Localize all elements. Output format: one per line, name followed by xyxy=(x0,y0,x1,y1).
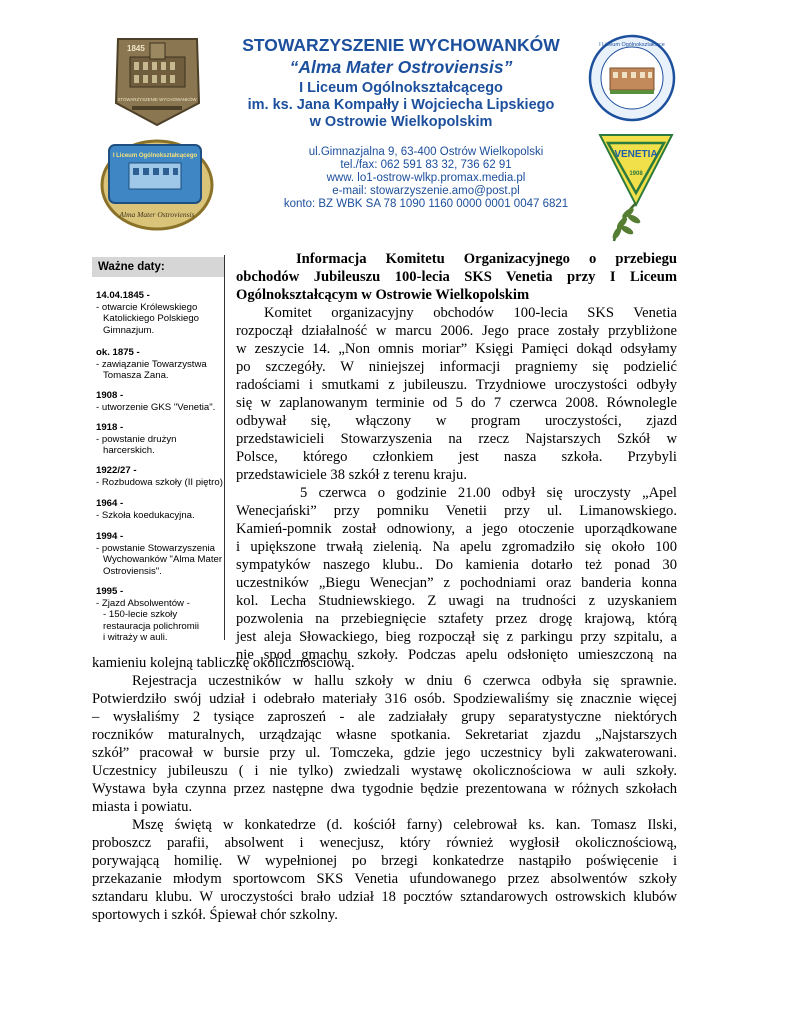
text-line: miasta i powiatu. xyxy=(92,799,193,815)
text-line: Polsce, którego członkiem jest nasza szkoła. Przybyli xyxy=(236,449,677,465)
text-line: roczników maturalnych, urządzając własne spotkania. Sekretariat zjazdu „Najstarszych xyxy=(92,727,677,743)
date-entry xyxy=(96,290,224,336)
text-line: w zeszycie 14. „Non omnis moriar” Księgi Pamięci dokąd odsyłamy xyxy=(236,341,677,357)
text-line: proboszcz parafii, absolwent i wenecjusz, który również wygłosił okolicznościową, xyxy=(92,835,677,851)
date-line: - Zjazd Absolwentów - xyxy=(96,597,190,609)
text-line: Komitet organizacyjny obchodów 100-lecia SKS Venetia xyxy=(264,305,677,321)
date-label: ok. 1875 - xyxy=(96,347,140,358)
text-line: przedstawicieli Stowarzyszenia na rzecz Najstarszych Szkół w xyxy=(236,431,677,447)
date-label: 1922/27 - xyxy=(96,465,137,476)
date-line: restauracja polichromii xyxy=(103,620,199,632)
text-line: Mszę świętą w konkatedrze (d. kościół farny) celebrował ks. kan. Tomasz Ilski, xyxy=(132,817,677,833)
text-line: uczestników „Biegu Wenecjan” z pochodniami oraz banderia konna xyxy=(236,575,677,591)
text-line: i upiększone trwałą zielenią. Na apelu zgromadziło się około 100 xyxy=(236,539,677,555)
date-line: i witraży w auli. xyxy=(103,632,168,644)
logo-tl-caption: STOWARZYSZENIE WYCHOWANKÓW xyxy=(117,97,197,102)
text-line: sympatyków naszego klubu.. Do kamienia dotarło też ponad 30 xyxy=(236,557,677,573)
logo-br-text: VENETIA xyxy=(614,149,658,160)
date-label: 1908 - xyxy=(96,390,124,401)
text-line: jest aleja Słowackiego, bieg rozpoczął się z parkingu przy szpitalu, a xyxy=(236,629,677,645)
date-line: Wychowanków "Alma Mater xyxy=(103,554,223,566)
text-line: sportowych i szkół. Śpiewał chór szkolny. xyxy=(92,907,338,923)
article-title-line: Ogólnokształcącym w Ostrowie Wielkopolskim xyxy=(236,287,530,303)
text-line: się w zaplanowanym terminie od 5 do 7 czerwca 2008. Równolegle xyxy=(236,395,677,411)
text-line: nie spod gmachu szkoły. Podczas apelu odsłonięto umieszczoną na xyxy=(236,647,677,663)
text-line: pozwolenia na przebiegnięcie sztafety przez drogę krajową, którą xyxy=(236,611,677,627)
date-label: 1918 - xyxy=(96,422,124,433)
text-line: 5 czerwca o godzinie 21.00 odbył się uroczysty „Apel xyxy=(300,485,677,501)
date-line: - powstanie Stowarzyszenia xyxy=(96,542,215,554)
logo-tl-year: 1845 xyxy=(127,44,145,53)
logo-tr-text: I Liceum Ogólnokształcące xyxy=(599,42,665,48)
contact-website: www. lo1-ostrow-wlkp.promax.media.pl xyxy=(326,172,526,184)
contact-phone: tel./fax: 062 591 83 32, 736 62 91 xyxy=(340,159,512,171)
logo-bl-caption: Alma Mater Ostroviensis xyxy=(119,210,195,219)
text-line: sztandaru klubu. W uroczystości brało udział 18 pocztów sztandarowych ostrowskich klubów xyxy=(92,889,677,905)
date-line: - zawiązanie Towarzystwa xyxy=(96,358,207,370)
school-round-seal-logo xyxy=(587,32,677,124)
text-line: szkół” pracował w bursie przy ul. Tomczeka, gdzie jego uczestnicy byli zakwaterowani. xyxy=(92,745,677,761)
text-line: przedstawiciele 38 szkół z terenu kraju. xyxy=(236,467,467,483)
text-line: po szczegóły. W niniejszej informacji pragniemy się podzielić xyxy=(236,359,677,375)
article-title-line: Informacja Komitetu Organizacyjnego o przebiegu xyxy=(296,251,677,267)
date-label: 1994 - xyxy=(96,531,124,542)
date-entry xyxy=(96,586,224,644)
date-line: Gimnazjum. xyxy=(103,324,155,336)
date-line: - utworzenie GKS "Venetia". xyxy=(96,401,216,413)
date-line: - powstanie drużyn xyxy=(96,433,177,445)
date-line: - Rozbudowa szkoły (II piętro) xyxy=(96,476,223,488)
date-entry xyxy=(96,465,224,488)
text-line: Wystawa była czynna przez następne dwa tygodnie będzie prezentowana w różnych szkołach xyxy=(92,781,677,797)
text-line: Potwierdziło swój udział i odebrało materiały 316 osób. Spodziewaliśmy się znacznie więcej xyxy=(92,691,677,707)
school-name-line-2: im. ks. Jana Kompałły i Wojciecha Lipskiego xyxy=(247,97,555,113)
date-line: Tomasza Zana. xyxy=(103,370,169,382)
sidebar-title: Ważne daty: xyxy=(92,257,224,277)
text-line: porywającą homilię. W wypełnionej po brzegi konkatedrze nastąpiło poświęcenie i xyxy=(92,853,677,869)
text-line: kamieniu kolejną tabliczkę okolicznościową. xyxy=(92,655,355,671)
organization-name: STOWARZYSZENIE WYCHOWANKÓW xyxy=(242,35,560,55)
date-line: harcerskich. xyxy=(103,445,155,457)
contact-bank-account: konto: BZ WBK SA 78 1090 1160 0000 0001 0047 6821 xyxy=(283,198,569,210)
alma-mater-badge-logo xyxy=(97,137,222,232)
contact-email: e-mail: stowarzyszenie.amo@post.pl xyxy=(332,185,520,197)
text-line: kol. Lecha Studniewskiego. Z uwagi na trudności z uzyskaniem xyxy=(236,593,677,609)
logo-br-year: 1908 xyxy=(629,171,643,177)
organization-motto: “Alma Mater Ostroviensis” xyxy=(289,57,513,77)
date-line: Katolickiego Polskiego xyxy=(103,313,199,325)
school-name-line-1: I Liceum Ogólnokształcącego xyxy=(299,80,503,96)
date-entry xyxy=(96,498,224,521)
article-title-line: obchodów Jubileuszu 100-lecia SKS Venetia przy I Liceum xyxy=(236,269,677,285)
date-entry xyxy=(96,390,224,413)
school-building-badge-logo xyxy=(110,33,205,128)
text-line: rozpoczął działalność w marcu 2006. Jego prace zostały przybliżone xyxy=(236,323,677,339)
date-line: - otwarcie Królewskiego xyxy=(96,301,198,313)
text-line: Rejestracja uczestników w hallu szkoły w dniu 6 czerwca odbyła się sprawnie. xyxy=(132,673,677,689)
contact-address: ul.Gimnazjalna 9, 63-400 Ostrów Wielkopolski xyxy=(308,146,544,158)
text-line: Wenecjański” przy pomniku Venetii przy ul. Limanowskiego. xyxy=(236,503,677,519)
date-line: - 150-lecie szkoły xyxy=(103,609,178,621)
important-dates-sidebar xyxy=(92,255,225,644)
date-entry xyxy=(96,347,224,382)
text-line: odbywał się, włączony w program uroczystości, zjazd xyxy=(236,413,677,429)
text-line: Uczestnicy jubileuszu ( i nie tylko) zwiedzali wystawę okolicznościowa w auli szkoły. xyxy=(92,763,677,779)
date-entry xyxy=(96,422,224,457)
logo-bl-text: I Liceum Ogólnokształcącego xyxy=(112,153,198,159)
date-label: 14.04.1845 - xyxy=(96,290,150,301)
text-line: przekazanie młodym sportowcom SKS Venetia ufundowanego przez absolwentów szkoły xyxy=(92,871,677,887)
date-label: 1995 - xyxy=(96,586,124,597)
date-line: Ostroviensis". xyxy=(103,565,162,577)
date-entry xyxy=(96,531,224,577)
date-line: - Szkoła koedukacyjna. xyxy=(96,509,195,521)
date-label: 1964 - xyxy=(96,498,124,509)
text-line: radościami i smutkami z jubileuszu. Trzydniowe uroczystości odbyły xyxy=(236,377,677,393)
school-name-line-3: w Ostrowie Wielkopolskim xyxy=(309,114,493,130)
text-line: – wysłaliśmy 2 tysiące zaproszeń - ale zadziałały grupy separatystyczne niektórych xyxy=(92,709,677,725)
text-line: Kamień-pomnik został odnowiony, a jego otoczenie uporządkowane xyxy=(236,521,677,537)
